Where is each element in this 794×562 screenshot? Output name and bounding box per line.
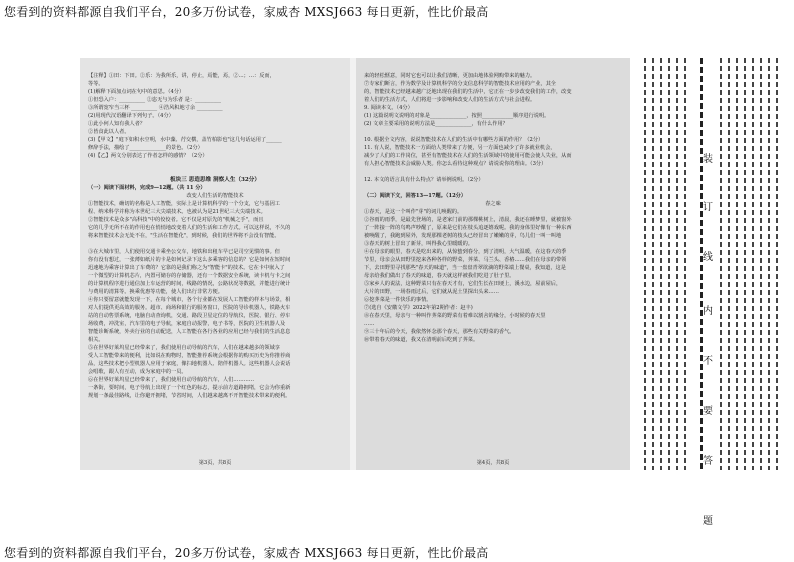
exam-text-line: ⑨三十年后的今天，我依然怀念那个春天，那些有关野菜的香气。 xyxy=(364,329,515,335)
exam-text-line: ④在母亲的眼里，春天是吃出来的，从惊蛰到春分，到了清明，大气温暖，在这春天的季 xyxy=(364,249,567,255)
exam-text-line: 程、纳米科学并称为本世纪三大尖端技术。也被认为是21世纪三大尖端技术。 xyxy=(88,209,266,215)
binding-hatch-line xyxy=(760,58,762,470)
exam-text-line: 相关。 xyxy=(88,337,104,343)
binding-hatch-line xyxy=(652,58,654,470)
exam-text-line: 规划一条最佳路线，让你避开拥堵，节省时间，人们越来越离不开智能技术带来的便利。 xyxy=(88,393,291,399)
exam-text-line: 着人们的生活方式，人们将进一步影响和改变人们的生活方式与社会进程。 xyxy=(364,97,536,103)
binding-hatch-line xyxy=(720,58,722,470)
exam-text-line: ⑦(选自《安徽文学》2022年第2期作者：赵丰) xyxy=(364,305,473,311)
exam-text-line: 品，这些技术把小型机器人应用于家庭，像扫地机器人、陪伴机器人。这些机器人会说话 xyxy=(88,361,291,367)
binding-hatch-line xyxy=(668,58,670,470)
binding-hatch-line xyxy=(768,58,770,470)
exam-text-line: ②皆食此以人者。 xyxy=(88,129,130,135)
exam-text-line: 等等。 xyxy=(88,81,104,87)
top-banner-text: 您看到的资料都源自我们平台，20多万份试卷，家威杏 MXSJ663 每日更新，性比价最高 xyxy=(4,5,489,19)
exam-text-line: 被唤醒了，我跑到屋外，发现那棵老树的枝头已经冒出了嫩嫩的芽，鸟儿们一叫一叫地 xyxy=(364,233,562,239)
exam-text-line: 修辞手法，描绘了______________的景色。（2分） xyxy=(88,145,203,151)
exam-text-line: 12. 本文的语言具有什么特点？请举例说明。（2分） xyxy=(364,177,484,183)
exam-text-line: ③所谓宽窄当三杯 __________ ④浩风积地寸余 __________ xyxy=(88,105,223,111)
binding-hatch-line xyxy=(752,58,754,470)
exam-text-line: 节里，母亲会从田野里挖来各种各样的野菜，荠菜、马兰头、香椿……我们在母亲的带领 xyxy=(364,257,567,263)
exam-text-line: ②智能技术是众多"高科技"中的佼佼者。它不仅是对原先的"机械之手"，而且 xyxy=(88,217,264,223)
exam-text-line: 将来智能技术会无处不在，"生活在智能化"，到时候，我们的世界将不会没有智能。 xyxy=(88,233,280,239)
exam-text-line: 减少了人们的工作岗位，甚至有智能技术在人们的生活领域中的使用可能会使人失业，从而 xyxy=(364,153,572,159)
binding-hatch-line xyxy=(744,58,746,470)
exam-text-line xyxy=(88,168,342,176)
exam-text-line: 的，智能技术已经越来越广泛地出现在我们的生活中，它正在一步步改变我们的工作，改变 xyxy=(364,89,572,95)
exam-text-line: 9. 阅读本文。（4分） xyxy=(364,105,413,111)
exam-text-line: ⑤家乡人的说法，这种野菜只有在春天才有，它们生长在田埂上，溪水边，屋前屋后， xyxy=(364,281,562,287)
exam-text-line: 受人工智能带来的便利，比如说在购物时，智能推荐系统会根据你的购买历史为你推荐商 xyxy=(88,353,291,359)
binding-char: 题 xyxy=(703,516,713,527)
exam-text-line: 母亲给我们做出了春天的味道，春天就这样被我们吃进了肚子里。 xyxy=(364,273,515,279)
exam-text-line: 的计算机程序进行通信加上车运营的时间，线路的情况，公路状况等数据，并能进行统计 xyxy=(88,281,291,287)
exam-text-line: ⑩带着春天的味道，我又在清明前后吃到了荠菜。 xyxy=(364,337,479,343)
binding-hatch-line xyxy=(776,58,778,470)
exam-text-line: (3)【甲文】"庭下如积水空明，水中藻、荇交横，盖竹柏影也"这几句话运用了______ xyxy=(88,137,282,143)
exam-text-line: ②谷雨的雨季，是最先登场的，是老家门前的那棵桃树上，清晨，我还在睡梦里，就被窗外 xyxy=(364,217,572,223)
exam-text-line: …… xyxy=(364,321,375,327)
exam-text-line: 会唱歌，跟人有互动，成为家庭中的一员。 xyxy=(88,369,187,375)
binding-hatch-line xyxy=(644,58,646,470)
binding-hatch-line xyxy=(728,58,730,470)
exam-text-line: 下，去田野里寻找那些"春天的味道"，当一盘盘青翠欲滴的野菜端上餐桌，我知道，这是 xyxy=(364,265,566,271)
binding-char: 答 xyxy=(703,456,713,467)
exam-text-line: 【注释】①田：下田。②乐：为我所乐，讲，停止，焉能，焉，②…；…：反而， xyxy=(88,73,275,79)
exam-text-line: 对人们提供更高效的服务。超市、商场和银行的服务窗口，医院的导诊机器人，铁路火车 xyxy=(88,305,291,311)
exam-text-line: （一）阅读下面材料，完成9—12题。（共 11 分） xyxy=(88,185,206,191)
exam-text-line: ⑥挖荠菜是一件快乐的事情。 xyxy=(364,297,432,303)
binding-char: 线 xyxy=(703,252,713,263)
exam-text-line: ⑦专家们断言，作为数学及计算机科学的分支信息科学的智能技术应用的产业，其全 xyxy=(364,81,556,87)
binding-char: 不 xyxy=(703,356,713,367)
exam-text-line: (4)【乙】两文分别表达了作者怎样的感情？（2分） xyxy=(88,153,208,159)
exam-text-line: 你有没有想过，一张薄如纸片的卡是如何记录下这么多乘客的信息的？它是如何在短时间 xyxy=(88,257,291,263)
binding-hatch-line xyxy=(676,58,678,470)
exam-text-line: 大片的田野，一场春雨过后，它们就从泥土里探出头来…… xyxy=(364,289,499,295)
exam-text-line xyxy=(364,168,622,176)
binding-hatch-line xyxy=(660,58,662,470)
exam-text-line: ③春天的树上冒出了新芽，叫得我心里暖暖的。 xyxy=(364,241,473,247)
exam-text-line: ④你只要留意就能发现一下，在每个城市，各个行业都在发展人工智能的样本与场景，相 xyxy=(88,297,291,303)
exam-text-line: 了一阵接一阵的鸟鸣声吵醒了，原来是它们在枝头追逐嬉戏呢。我的身体里好像有一种东西 xyxy=(364,225,572,231)
exam-text-line xyxy=(88,160,342,168)
exam-page-3 xyxy=(80,58,350,470)
exam-text-line xyxy=(364,128,622,136)
exam-text-line: 改变人们生活的智能技术 xyxy=(186,193,244,199)
bottom-banner-text: 您看到的资料都源自我们平台，20多万份试卷，家威杏 MXSJ663 每日更新，性比价最高 xyxy=(4,546,489,560)
exam-text-line: 站的自动售票系统，电脑自动查询机，交通、路段卫星定位的导航仪，医院、银行、停车 xyxy=(88,313,291,319)
exam-text-line: ⑥在世界好莱坞星已经带来了，我们使用自动导航的汽车，人们………… xyxy=(88,377,255,383)
exam-text-line: ①此小何人知有我人者？ xyxy=(88,121,146,127)
exam-text-line: 10. 根据全文内容，说说智能技术在人们的生活中有哪些方面的作用？（2分） xyxy=(364,137,544,143)
exam-text-line xyxy=(364,184,622,192)
exam-text-line: (2)用现代汉语翻译下列句子。（4分） xyxy=(88,113,174,119)
binding-char: 订 xyxy=(703,202,713,213)
exam-text-line: (2) 文章主要采用的说明方法是______________，有什么作用？ xyxy=(364,121,508,127)
exam-text-line: 板块三 思造思维 洞察人生（32分） xyxy=(170,177,260,183)
exam-text-line: 一个微型的计算机芯片，内置可储存的存储器，还有一个数据安全系统，读卡机与卡之间 xyxy=(88,273,291,279)
exam-text-line: 它的几乎无所不在的作用也在悄悄地改变着人们的生活和工作方式。可以这样说，不久的 xyxy=(88,225,291,231)
binding-char: 要 xyxy=(703,406,713,417)
binding-hatch-line xyxy=(684,58,686,470)
binding-margin xyxy=(640,58,790,470)
exam-text-line: (1) 这篇说明文说明的对象是______________，按照____________顺序进行说明。 xyxy=(364,113,550,119)
exam-text-line: 来的轻松惬意，同时它也可以让我们清晰，更加由地体验网购带来的魅力。 xyxy=(364,73,536,79)
exam-text-line: 场收费，冲洗室，汽车里的电子导航，家庭自动报警，电子书等，医院的卫生机器人及 xyxy=(88,321,286,327)
exam-text-line: (1)解释下面加点词在句中的意思。（4分） xyxy=(88,89,185,95)
binding-char: 内 xyxy=(703,306,713,317)
exam-text-line: ①但恐入户：__________ ②恣无与为乐者 是：__________ xyxy=(88,97,221,103)
exam-text-line: ①智能技术，确切的名称是人工智能，实际上是计算机科学的一个分支，它与基因工 xyxy=(88,201,280,207)
exam-text-line: 有人担心智能技术会威胁人类。你怎么看待这种观点？请说说你的理由。（3分） xyxy=(364,161,547,167)
exam-text-line: ⑧在春天里，母亲与一种叫作荠菜的野菜有着难以割舍的缘分，小时候的春天里 xyxy=(364,313,546,319)
exam-text-line: （二）阅读下文，回答13—17题。（12分） xyxy=(364,193,467,199)
binding-char: 装 xyxy=(703,154,713,165)
exam-text-line: 智能诊断系统，外卖行业的自动配送，人工智能在各行各业的应用已经与我们的生活息息 xyxy=(88,329,291,335)
page-number: 第4页，共8页 xyxy=(476,460,510,466)
exam-sheet-scan xyxy=(80,58,630,470)
exam-page-4 xyxy=(356,58,630,470)
exam-text-line xyxy=(88,240,342,248)
exam-text-line: ①春天，是这一个叫作"芽"的词儿唤醒的。 xyxy=(364,209,463,215)
exam-text-line: 一条街，要时间，电子导航上出现了一个红色的标志，提示前方道路拥堵，它会为你重新 xyxy=(88,385,291,391)
exam-text-line: ⑤在世界好莱坞星已经带来了，我们使用自动导航的汽车，人们在越来越多的领域享 xyxy=(88,345,280,351)
page-number: 第3页，共8页 xyxy=(198,460,232,466)
exam-text-line: 迅速地为乘客计算出了车费的？它靠的是我们称之为"智能卡"的技术。它在卡中嵌入了 xyxy=(88,265,285,271)
exam-text-line: ③在大城市里，人们使用交通卡乘坐公交车，地铁和出租车早已是司空见惯的事。但 xyxy=(88,249,280,255)
exam-text-line: 春之味 xyxy=(485,201,501,207)
exam-text-line: 与费用的清算等。换乘优惠等功能，使人们出行非常方便。 xyxy=(88,289,223,295)
exam-text-line: 11. 有人说，智能技术一方面给人类带来了方便，另一方面也减少了许多就业机会， xyxy=(364,145,556,151)
binding-hatch-line xyxy=(736,58,738,470)
